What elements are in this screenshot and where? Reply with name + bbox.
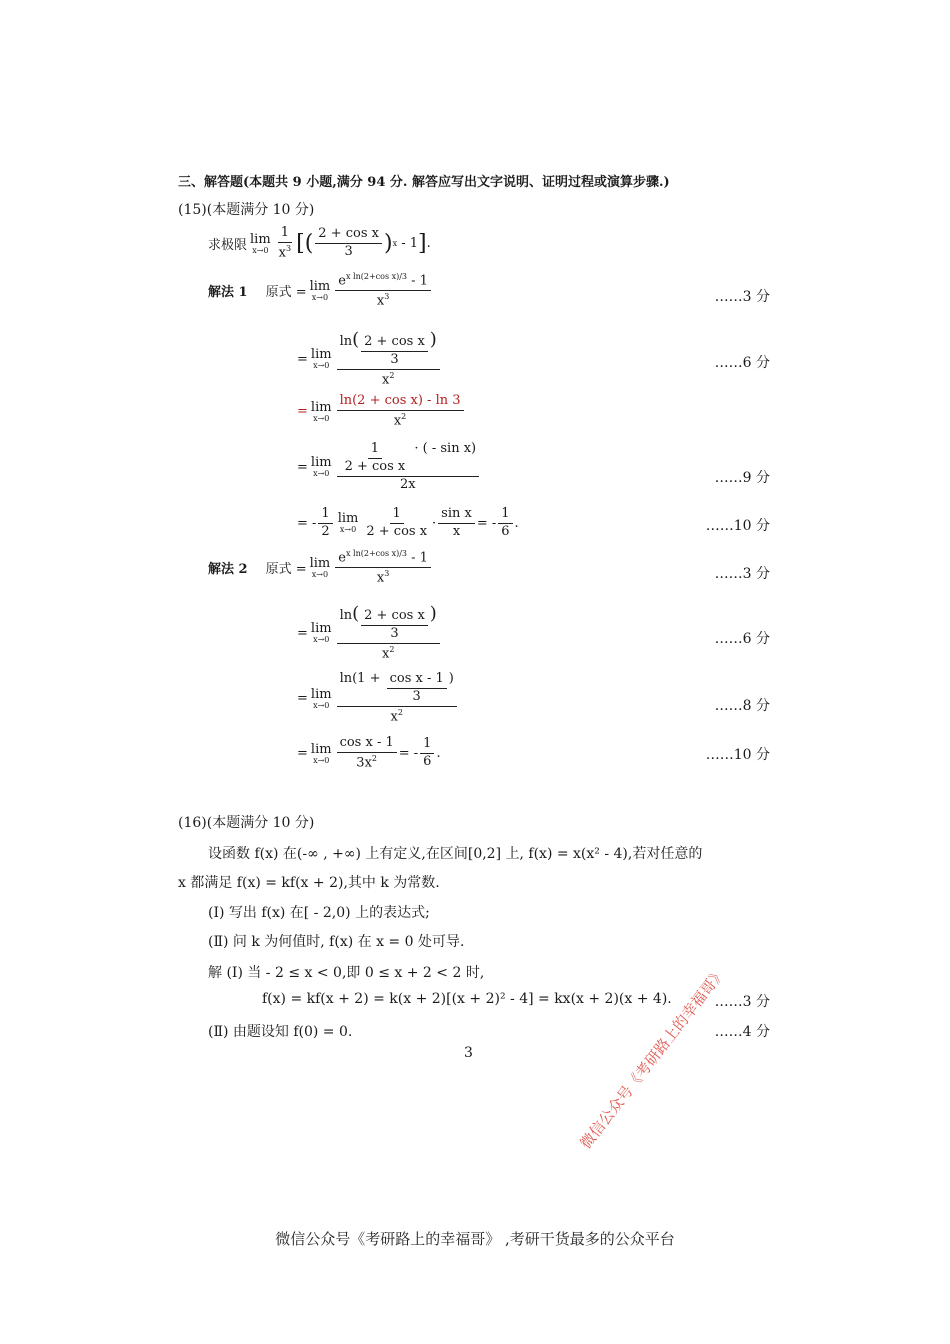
method1-label: 解法 1 bbox=[208, 285, 248, 301]
q16-part2-solution: (Ⅱ) 由题设知 f(0) = 0. bbox=[208, 1024, 353, 1040]
fraction: $\frac{1}{\text{2 + cos x}}$ bbox=[366, 506, 428, 539]
m1-step2: = lim x→0 ln( $\frac{\text{2 + cos x}}{3}$ ) $x^2$ bbox=[297, 330, 442, 388]
limit-symbol: lim x→0 bbox=[309, 278, 331, 302]
m2-step3: = lim x→0 ln(1 + $\frac{\text{cos x - 1}}{3}$ ) $x^2$ bbox=[297, 672, 459, 725]
limit-symbol: lim x→0 bbox=[310, 399, 332, 423]
fraction: ln( $\frac{\text{2 + cos x}}{3}$ ) $x^2$ bbox=[337, 604, 440, 662]
fraction: $\frac{e^{x ln(2+cos x)/3} - 1}{x^3}$ bbox=[335, 549, 431, 587]
m1-step5: = - $\frac{1}{2}$ lim x→0 $\frac{1}{\text{2 + cos x}}$ · $\frac{\text{sin x}}{x}$ = - $\frac{1}{6}$ . bbox=[297, 506, 519, 539]
q16-para1: 设函数 f(x) 在(-∞ , +∞) 上有定义,在区间[0,2] 上, f(x) = x(x² - 4),若对任意的 bbox=[208, 846, 703, 862]
m2-score4: ……10 分 bbox=[705, 747, 770, 763]
m2-score1: ……3 分 bbox=[714, 566, 770, 582]
q16-para2: x 都满足 f(x) = kf(x + 2),其中 k 为常数. bbox=[178, 875, 440, 891]
fraction: $\frac{\text{ln(2 + cos x) - ln 3}}{x^2}$ bbox=[337, 394, 464, 429]
limit-symbol: lim x→0 bbox=[309, 555, 331, 579]
q16-formula: f(x) = kf(x + 2) = k(x + 2)[(x + 2)² - 4] = kx(x + 2)(x + 4). bbox=[262, 991, 672, 1007]
m1-step1: 解法 1 原式 = lim x→0 $\frac{e^{x ln(2+cos x)/3} - 1}{x^3}$ bbox=[208, 272, 433, 310]
m2-step2: = lim x→0 ln( $\frac{\text{2 + cos x}}{3}$ ) $x^2$ bbox=[297, 604, 442, 662]
fraction: $\frac{1}{2}$ bbox=[318, 507, 332, 540]
watermark: 微信公众号《考研路上的幸福哥》 bbox=[576, 963, 730, 1153]
m1-step4: = lim x→0 $\frac{1}{\text{2 + cos x}}$ · ( - sin x) 2x bbox=[297, 442, 481, 493]
page-number: 3 bbox=[464, 1045, 473, 1061]
q16-formula-score: ……3 分 bbox=[714, 994, 770, 1010]
section-title: 三、解答题(本题共 9 小题,满分 94 分. 解答应写出文字说明、证明过程或演算步骤.) bbox=[178, 175, 670, 190]
m1-score5: ……10 分 bbox=[705, 518, 770, 534]
fraction: $\frac{\text{cos x - 1}}{3x^2}$ bbox=[337, 736, 397, 771]
m1-score2: ……6 分 bbox=[714, 355, 770, 371]
fraction: $\frac{1}{\text{2 + cos x}}$ · ( - sin x) 2x bbox=[337, 442, 480, 493]
fraction: $\frac{1}{x^3}$ bbox=[278, 225, 292, 261]
q16-part1: (Ⅰ) 写出 f(x) 在[ - 2,0) 上的表达式; bbox=[208, 905, 430, 921]
footer-text: 微信公众号《考研路上的幸福哥》 ,考研干货最多的公众平台 bbox=[275, 1230, 675, 1248]
m2-step1: 解法 2 原式 = lim x→0 $\frac{e^{x ln(2+cos x)/3} - 1}{x^3}$ bbox=[208, 549, 433, 587]
m1-step3: = lim x→0 $\frac{\text{ln(2 + cos x) - ln 3}}{x^2}$ bbox=[297, 394, 466, 429]
q15-label: (15)(本题满分 10 分) bbox=[178, 202, 315, 218]
method2-label: 解法 2 bbox=[208, 562, 248, 578]
q16-solution-line: 解 (Ⅰ) 当 - 2 ≤ x < 0,即 0 ≤ x + 2 < 2 时, bbox=[208, 965, 485, 981]
m1-score4: ……9 分 bbox=[714, 470, 770, 486]
q16-part2-score: ……4 分 bbox=[714, 1024, 770, 1040]
q16-part2: (Ⅱ) 问 k 为何值时, f(x) 在 x = 0 处可导. bbox=[208, 934, 465, 950]
limit-symbol: lim x→0 bbox=[310, 741, 332, 765]
fraction: $\frac{\text{2 + cos x}}{3}$ bbox=[315, 227, 382, 260]
m2-step4: = lim x→0 $\frac{\text{cos x - 1}}{3x^2}$ = - $\frac{1}{6}$ . bbox=[297, 735, 441, 771]
m1-score1: ……3 分 bbox=[714, 289, 770, 305]
q15-problem-prefix: 求极限 bbox=[208, 238, 248, 254]
limit-symbol: lim x→0 bbox=[310, 455, 332, 479]
fraction: $\frac{1}{6}$ bbox=[498, 507, 512, 540]
fraction: $\frac{1}{6}$ bbox=[420, 737, 434, 770]
limit-symbol: lim x→0 bbox=[250, 231, 271, 255]
q15-problem: 求极限 lim x→0 $\frac{1}{x^3}$ [ ( $\frac{\text{2 + cos x}}{3}$ ) x - 1 ] . bbox=[208, 225, 431, 261]
limit-symbol: lim x→0 bbox=[310, 347, 332, 371]
fraction: $\frac{e^{x ln(2+cos x)/3} - 1}{x^3}$ bbox=[335, 272, 431, 310]
limit-symbol: lim x→0 bbox=[310, 686, 332, 710]
fraction: $\frac{\text{sin x}}{x}$ bbox=[438, 507, 475, 540]
fraction: ln( $\frac{\text{2 + cos x}}{3}$ ) $x^2$ bbox=[337, 330, 440, 388]
m2-score3: ……8 分 bbox=[714, 698, 770, 714]
fraction: ln(1 + $\frac{\text{cos x - 1}}{3}$ ) $x^2$ bbox=[337, 672, 457, 725]
q16-label: (16)(本题满分 10 分) bbox=[178, 815, 315, 831]
m2-score2: ……6 分 bbox=[714, 631, 770, 647]
limit-symbol: lim x→0 bbox=[310, 621, 332, 645]
limit-symbol: lim x→0 bbox=[337, 511, 359, 535]
